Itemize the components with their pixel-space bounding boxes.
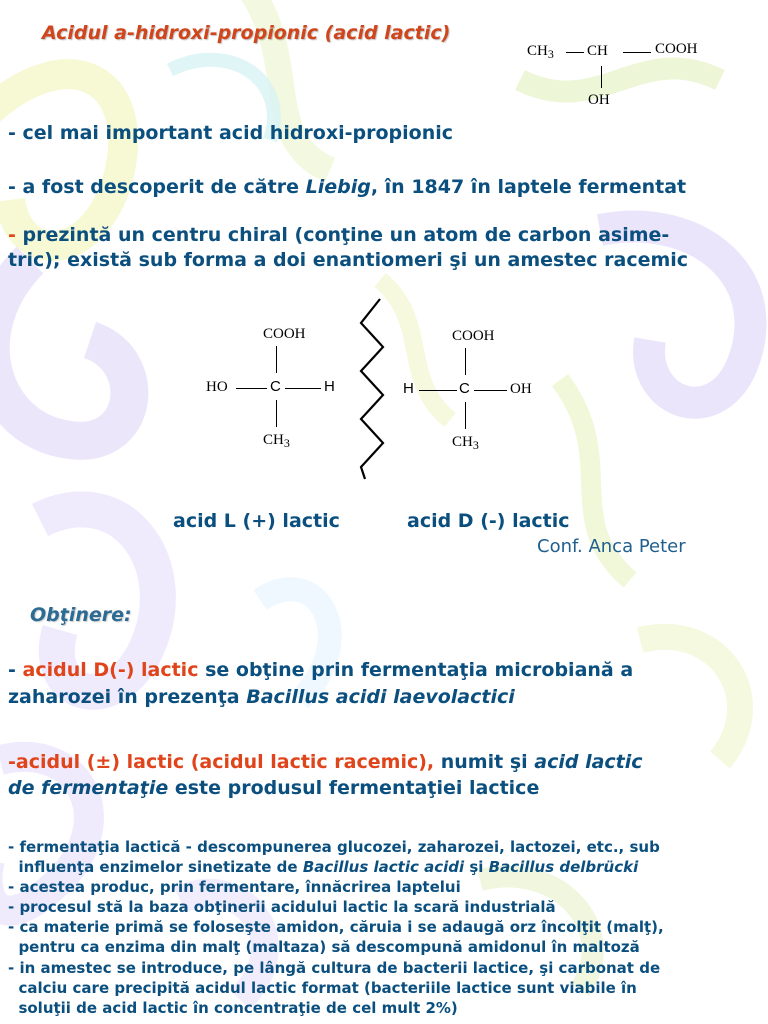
- enantiomer-l-h: H: [324, 378, 335, 395]
- bond-line: [601, 66, 602, 88]
- detail-item: calciu care precipită acidul lactic format (bacteriile lactice sunt viabile în: [8, 979, 637, 997]
- bond-line: [285, 388, 321, 389]
- page-title: Acidul a-hidroxi-propionic (acid lactic): [42, 22, 451, 44]
- obtinere-p1-line1: - acidul D(-) lactic se obţine prin fermentaţia microbiană a: [8, 659, 634, 681]
- enantiomer-d-oh: OH: [510, 381, 532, 397]
- detail-item: - in amestec se introduce, pe lângă cultura de bacterii lactice, şi carbonat de: [8, 959, 661, 977]
- formula-cooh: COOH: [655, 41, 698, 57]
- bond-line: [465, 348, 466, 375]
- bond-line: [276, 400, 277, 427]
- bullet-discovered: - a fost descoperit de către Liebig, în 1847 în laptele fermentat: [8, 176, 687, 198]
- formula-ch3: $CH_3$: [527, 43, 554, 61]
- bullet-chiral-line2: tric); există sub forma a doi enantiomeri şi un amestec racemic: [8, 249, 689, 271]
- enantiomer-d-cooh: COOH: [452, 328, 495, 344]
- author: Conf. Anca Peter: [537, 536, 686, 557]
- enantiomer-d-ch3: $CH_3$: [452, 434, 479, 452]
- enantiomer-l-c: C: [270, 378, 281, 395]
- bond-line: [623, 52, 651, 53]
- obtinere-p2-line1: -acidul (±) lactic (acidul lactic racemic), numit şi acid lactic: [8, 751, 643, 773]
- detail-item: - acestea produc, prin fermentare, înnăcrirea laptelui: [8, 878, 461, 896]
- bullet-most-important: - cel mai important acid hidroxi-propionic: [8, 122, 454, 144]
- label-acid-l: acid L (+) lactic: [173, 510, 340, 532]
- bond-line: [419, 390, 457, 391]
- mirror-plane-zigzag: [355, 297, 395, 481]
- enantiomer-l-ch3: $CH_3$: [263, 432, 290, 450]
- enantiomer-l-ho: HO: [206, 379, 228, 395]
- bond-line: [566, 52, 584, 53]
- detail-item: soluţii de acid lactic în concentraţie de cel mult 2%): [8, 999, 458, 1017]
- section-heading-obtinere: Obţinere:: [30, 604, 132, 626]
- detail-item: - procesul stă la baza obţinerii acidului lactic la scară industrială: [8, 898, 556, 916]
- detail-item: pentru ca enzima din malţ (maltaza) să descompună amidonul în maltoză: [8, 938, 640, 956]
- bullet-chiral-line1: - prezintă un centru chiral (conţine un atom de carbon asime-: [8, 224, 670, 246]
- obtinere-p1-line2: zaharozei în prezenţa Bacillus acidi laevolactici: [8, 686, 515, 708]
- label-acid-d: acid D (-) lactic: [407, 510, 570, 532]
- detail-item: influenţa enzimelor sinetizate de Bacillus lactic acidi şi Bacillus delbrücki: [8, 858, 639, 876]
- bond-line: [465, 402, 466, 429]
- bond-line: [236, 388, 267, 389]
- bond-line: [474, 390, 507, 391]
- obtinere-p2-line2: de fermentaţie este produsul fermentaţiei lactice: [8, 777, 540, 799]
- detail-item: - ca materie primă se foloseşte amidon, căruia i se adaugă orz încolţit (malţ),: [8, 918, 664, 936]
- detail-item: - fermentaţia lactică - descompunerea glucozei, zaharozei, lactozei, etc., sub: [8, 838, 660, 856]
- formula-oh: OH: [588, 92, 610, 108]
- formula-ch: CH: [587, 43, 608, 59]
- bond-line: [276, 346, 277, 373]
- enantiomer-d-c: C: [459, 380, 470, 397]
- enantiomer-d-h: H: [403, 380, 414, 397]
- enantiomer-l-cooh: COOH: [263, 326, 306, 342]
